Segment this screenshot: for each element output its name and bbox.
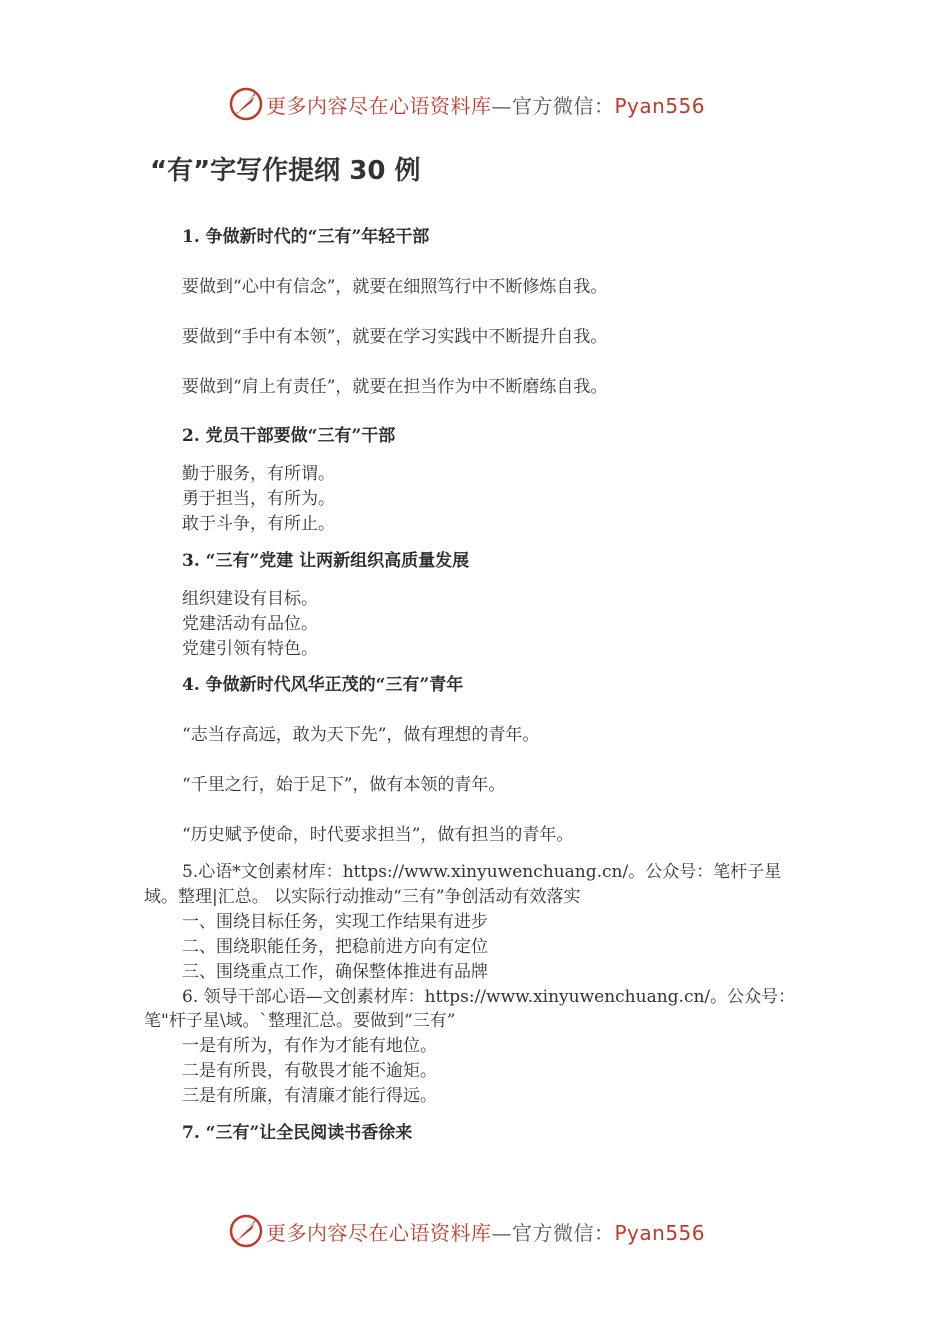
banner-separator: — xyxy=(491,1220,512,1245)
section-line: 要做到“手中有本领”，就要在学习实践中不断提升自我。 xyxy=(182,327,608,347)
quill-logo-icon xyxy=(228,1213,264,1249)
banner-wechat-id: Pyan556 xyxy=(614,93,706,118)
quill-logo-icon xyxy=(228,86,264,122)
banner-wechat-label: 官方微信： xyxy=(512,1220,615,1245)
section-heading-continued: 笔"杆子星\域。`整理汇总。要做到“三有” xyxy=(144,1011,456,1031)
section-line: 党建引领有特色。 xyxy=(182,639,318,659)
section-line: 一、围绕目标任务，实现工作结果有进步 xyxy=(182,912,488,932)
section-line: “千里之行，始于足下”，做有本领的青年。 xyxy=(182,775,506,795)
section-line: 三是有所廉，有清廉才能行得远。 xyxy=(182,1086,437,1106)
section-line: “志当存高远，敢为天下先”，做有理想的青年。 xyxy=(182,725,540,745)
footer-banner xyxy=(228,1211,728,1251)
section-heading: 1. 争做新时代的“三有”年轻干部 xyxy=(182,227,430,247)
page-title: “有”字写作提纲 30 例 xyxy=(150,156,421,186)
section-line: 三、围绕重点工作，确保整体推进有品牌 xyxy=(182,962,488,982)
section-line: 二是有所畏，有敬畏才能不逾矩。 xyxy=(182,1061,437,1081)
section-line: 勇于担当，有所为。 xyxy=(182,489,335,509)
section-line: 要做到“心中有信念”，就要在细照笃行中不断修炼自我。 xyxy=(182,277,608,297)
banner-text xyxy=(266,1217,705,1246)
section-heading: 4. 争做新时代风华正茂的“三有”青年 xyxy=(182,675,464,695)
section-line: 勤于服务，有所谓。 xyxy=(182,464,335,484)
banner-wechat-label: 官方微信： xyxy=(512,93,615,118)
section-line: “历史赋予使命，时代要求担当”，做有担当的青年。 xyxy=(182,825,574,845)
section-line: 组织建设有目标。 xyxy=(182,589,318,609)
section-line: 党建活动有品位。 xyxy=(182,614,318,634)
section-line: 一是有所为，有作为才能有地位。 xyxy=(182,1036,437,1056)
section-heading: 2. 党员干部要做“三有”干部 xyxy=(182,426,396,446)
section-heading: 5.心语*文创素材库：https://www.xinyuwenchuang.cn/。公众号：笔杆子星 xyxy=(182,862,782,882)
banner-main: 更多内容尽在心语资料库 xyxy=(266,1220,492,1245)
banner-wechat-id: Pyan556 xyxy=(614,1220,706,1245)
section-line: 敢于斗争，有所止。 xyxy=(182,514,335,534)
section-heading: 7. “三有”让全民阅读书香徐来 xyxy=(182,1123,413,1143)
section-heading-continued: 域。整理|汇总。 以实际行动推动“三有”争创活动有效落实 xyxy=(144,887,581,907)
banner-main: 更多内容尽在心语资料库 xyxy=(266,93,492,118)
header-banner xyxy=(228,84,728,124)
section-line: 二、围绕职能任务，把稳前进方向有定位 xyxy=(182,937,488,957)
banner-separator: — xyxy=(491,93,512,118)
section-heading: 6. 领导干部心语—文创素材库：https://www.xinyuwenchuang.cn/。公众号： xyxy=(182,987,796,1007)
banner-text xyxy=(266,90,705,119)
section-heading: 3. “三有”党建 让两新组织高质量发展 xyxy=(182,551,470,571)
section-line: 要做到“肩上有责任”，就要在担当作为中不断磨练自我。 xyxy=(182,377,608,397)
